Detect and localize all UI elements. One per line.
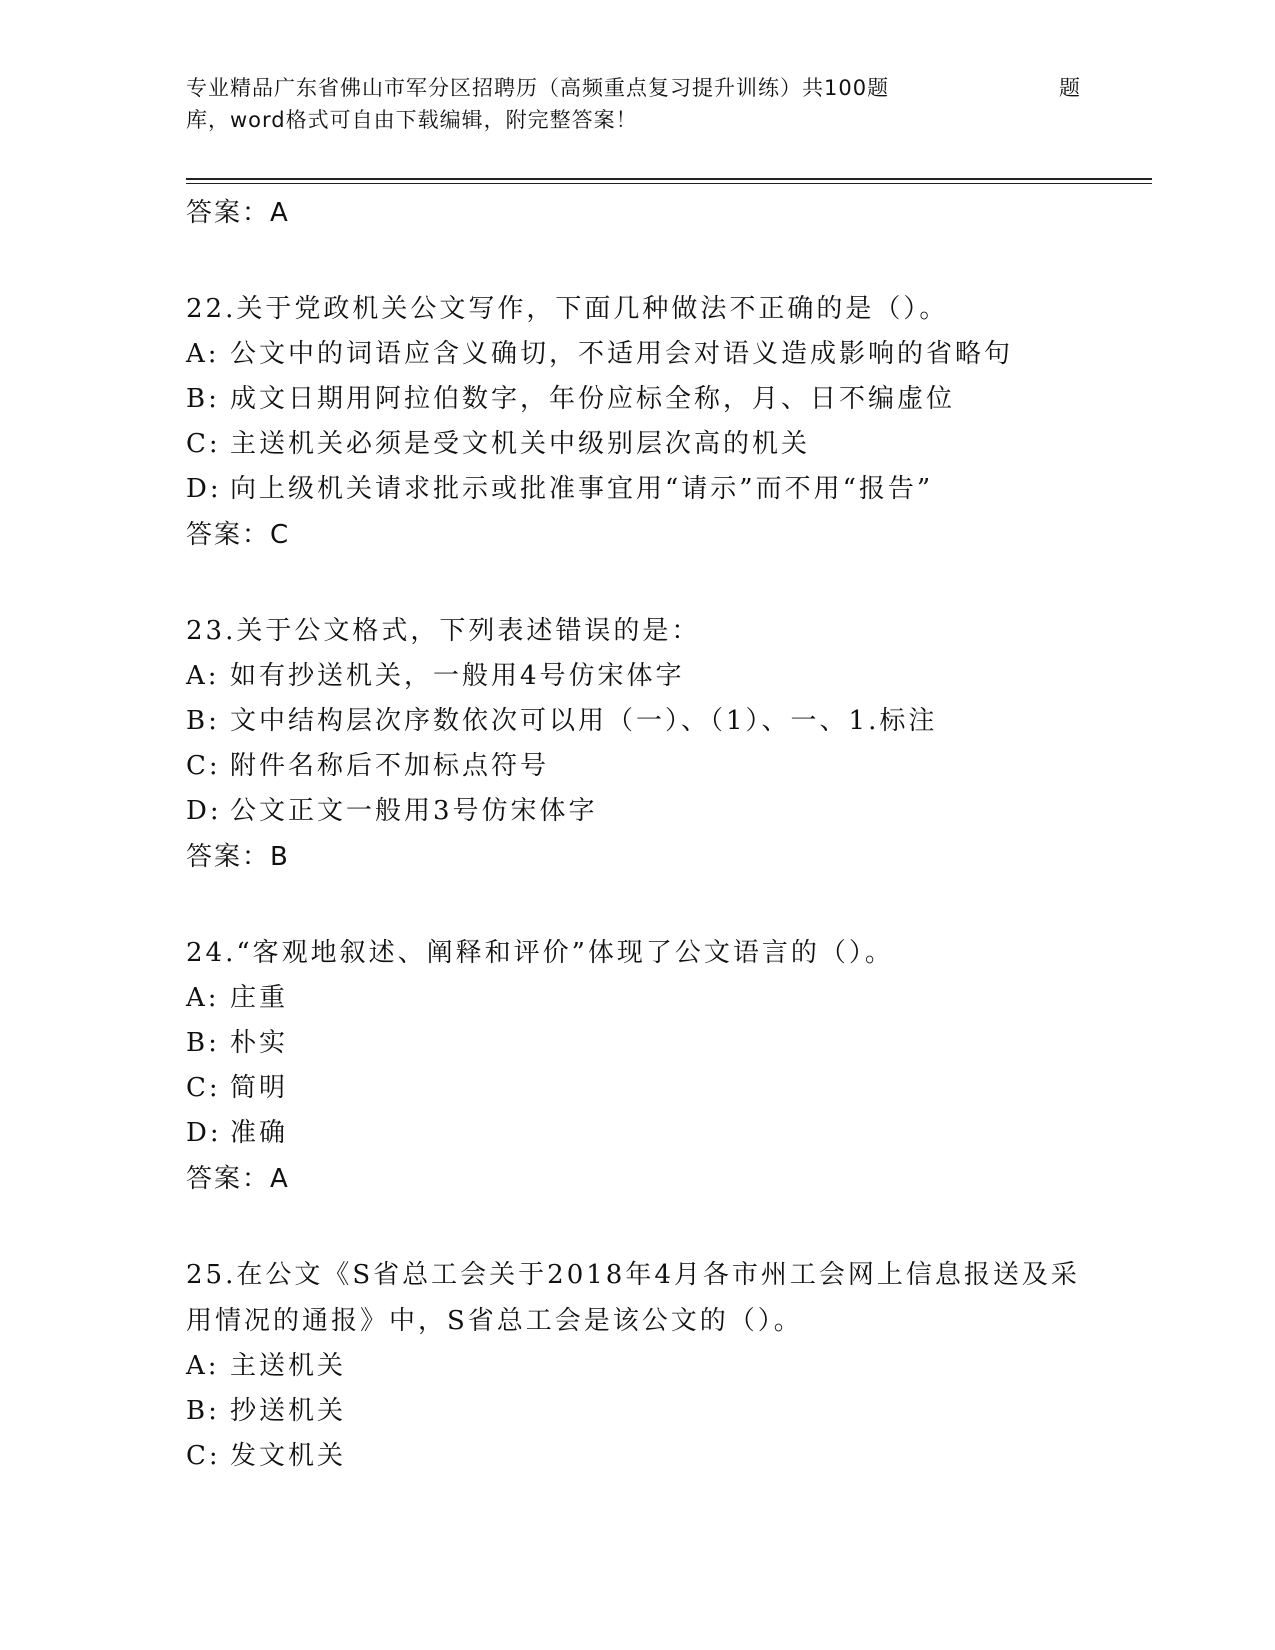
question-23 [186,608,1126,880]
option-a [186,976,1126,1021]
option-letter: C: [186,1441,221,1471]
option-a [186,332,1126,377]
header-divider-thin [186,183,1152,184]
answer-21: 答案：A [186,198,290,228]
option-letter: B: [186,706,220,736]
question-title: 24.“客观地叙述、阐释和评价”体现了公文语言的（）。 [186,938,894,968]
option-text: 主送机关必须是受文机关中级别层次高的机关 [230,429,811,459]
option-text: 成文日期用阿拉伯数字，年份应标全称，月、日不编虚位 [230,384,956,414]
option-text: 简明 [230,1073,289,1103]
option-text: 朴实 [230,1028,289,1058]
option-text: 公文中的词语应含义确切，不适用会对语义造成影响的省略句 [230,339,1014,369]
option-c [186,1434,1126,1479]
option-a [186,1344,1126,1389]
answer: 答案：B [186,842,290,872]
option-letter: C: [186,751,221,781]
option-c [186,744,1126,789]
option-letter: D: [186,474,222,504]
question-22 [186,286,1126,558]
option-a [186,654,1126,699]
option-letter: B: [186,1396,220,1426]
option-c [186,1066,1126,1111]
option-letter: B: [186,384,220,414]
question-title: 23.关于公文格式，下列表述错误的是： [186,616,701,646]
option-text: 主送机关 [230,1351,347,1381]
option-text: 向上级机关请求批示或批准事宜用“请示”而不用“报告” [230,474,934,504]
option-text: 附件名称后不加标点符号 [230,751,550,781]
question-title-line-2: 用情况的通报》中，S省总工会是该公文的（）。 [186,1306,803,1336]
question-title-line-1: 25.在公文《S省总工会关于2018年4月各市州工会网上信息报送及采 [186,1260,1080,1290]
option-text: 准确 [230,1118,289,1148]
header-line-1 [186,72,1081,104]
option-text: 抄送机关 [230,1396,347,1426]
document-body [186,190,1126,1479]
document-header [186,72,1086,136]
question-title: 22.关于党政机关公文写作，下面几种做法不正确的是（）。 [186,294,949,324]
option-d [186,467,1126,512]
option-d [186,1111,1126,1156]
option-b [186,1389,1126,1434]
option-letter: D: [186,796,222,826]
header-divider-thick [186,178,1152,180]
option-letter: D: [186,1118,222,1148]
option-text: 文中结构层次序数依次可以用（一）、（1）、一、1.标注 [230,706,938,736]
option-letter: A: [186,1351,220,1381]
option-text: 公文正文一般用3号仿宋体字 [230,796,598,826]
option-text: 如有抄送机关，一般用4号仿宋体字 [230,661,685,691]
option-letter: B: [186,1028,220,1058]
header-title: 专业精品广东省佛山市军分区招聘历（高频重点复习提升训练）共100题 [186,76,890,100]
question-24 [186,930,1126,1202]
option-b [186,1021,1126,1066]
header-line-2: 库，word格式可自由下载编辑，附完整答案！ [186,108,638,132]
answer: 答案：A [186,1164,290,1194]
option-letter: A: [186,339,220,369]
option-b [186,377,1126,422]
option-letter: A: [186,983,220,1013]
question-25 [186,1252,1126,1479]
option-b [186,699,1126,744]
option-letter: C: [186,429,221,459]
option-text: 发文机关 [230,1441,347,1471]
option-d [186,789,1126,834]
option-letter: C: [186,1073,221,1103]
header-title-tail: 题 [1059,76,1081,100]
option-letter: A: [186,661,220,691]
option-c [186,422,1126,467]
answer: 答案：C [186,520,291,550]
option-text: 庄重 [230,983,289,1013]
